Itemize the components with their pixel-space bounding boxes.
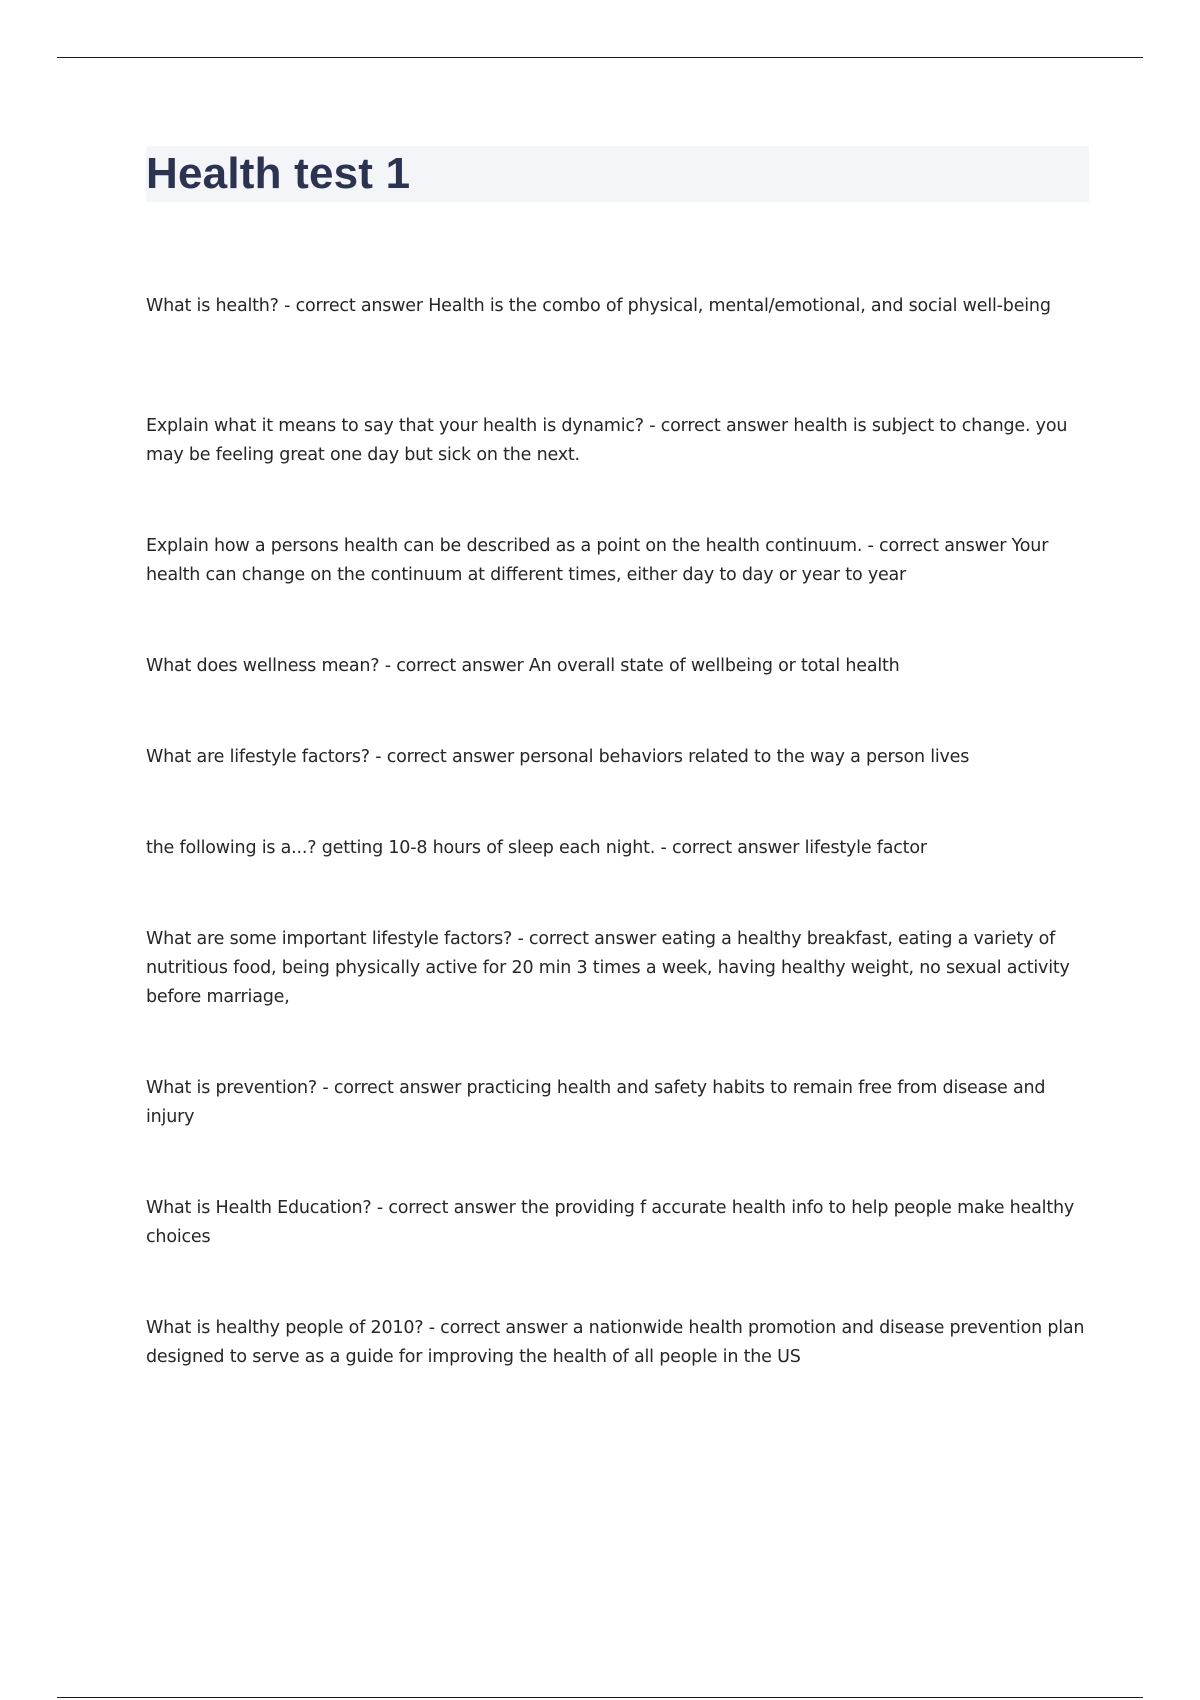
qa-item-5: What are lifestyle factors? - correct answer personal behaviors related to the way a person lives [146, 747, 970, 767]
qa-item-10: What is healthy people of 2010? - correct answer a nationwide health promotion and disease prevention plan designed to serve as a guide for improving the health of all people in the US [146, 1318, 1085, 1367]
qa-item-4: What does wellness mean? - correct answer An overall state of wellbeing or total health [146, 656, 900, 676]
qa-item-8: What is prevention? - correct answer practicing health and safety habits to remain free from disease and injury [146, 1078, 1046, 1127]
qa-item-2: Explain what it means to say that your health is dynamic? - correct answer health is subject to change. you may be feeling great one day but sick on the next. [146, 416, 1068, 465]
bottom-rule [57, 1697, 1143, 1698]
qa-item-3: Explain how a persons health can be described as a point on the health continuum. - correct answer Your health can change on the continuum at different times, either day to day or year to year [146, 536, 1049, 585]
top-rule [57, 57, 1143, 58]
qa-item-6: the following is a...? getting 10-8 hours of sleep each night. - correct answer lifestyle factor [146, 838, 927, 858]
qa-item-1: What is health? - correct answer Health is the combo of physical, mental/emotional, and social well-being [146, 296, 1051, 316]
document-title: Health test 1 [146, 149, 411, 198]
qa-item-9: What is Health Education? - correct answer the providing f accurate health info to help people make healthy choices [146, 1198, 1075, 1247]
qa-item-7: What are some important lifestyle factors? - correct answer eating a healthy breakfast, eating a variety of nutritious food, being physically active for 20 min 3 times a week, having healthy weight, no sexual activity before marriage, [146, 929, 1070, 1007]
